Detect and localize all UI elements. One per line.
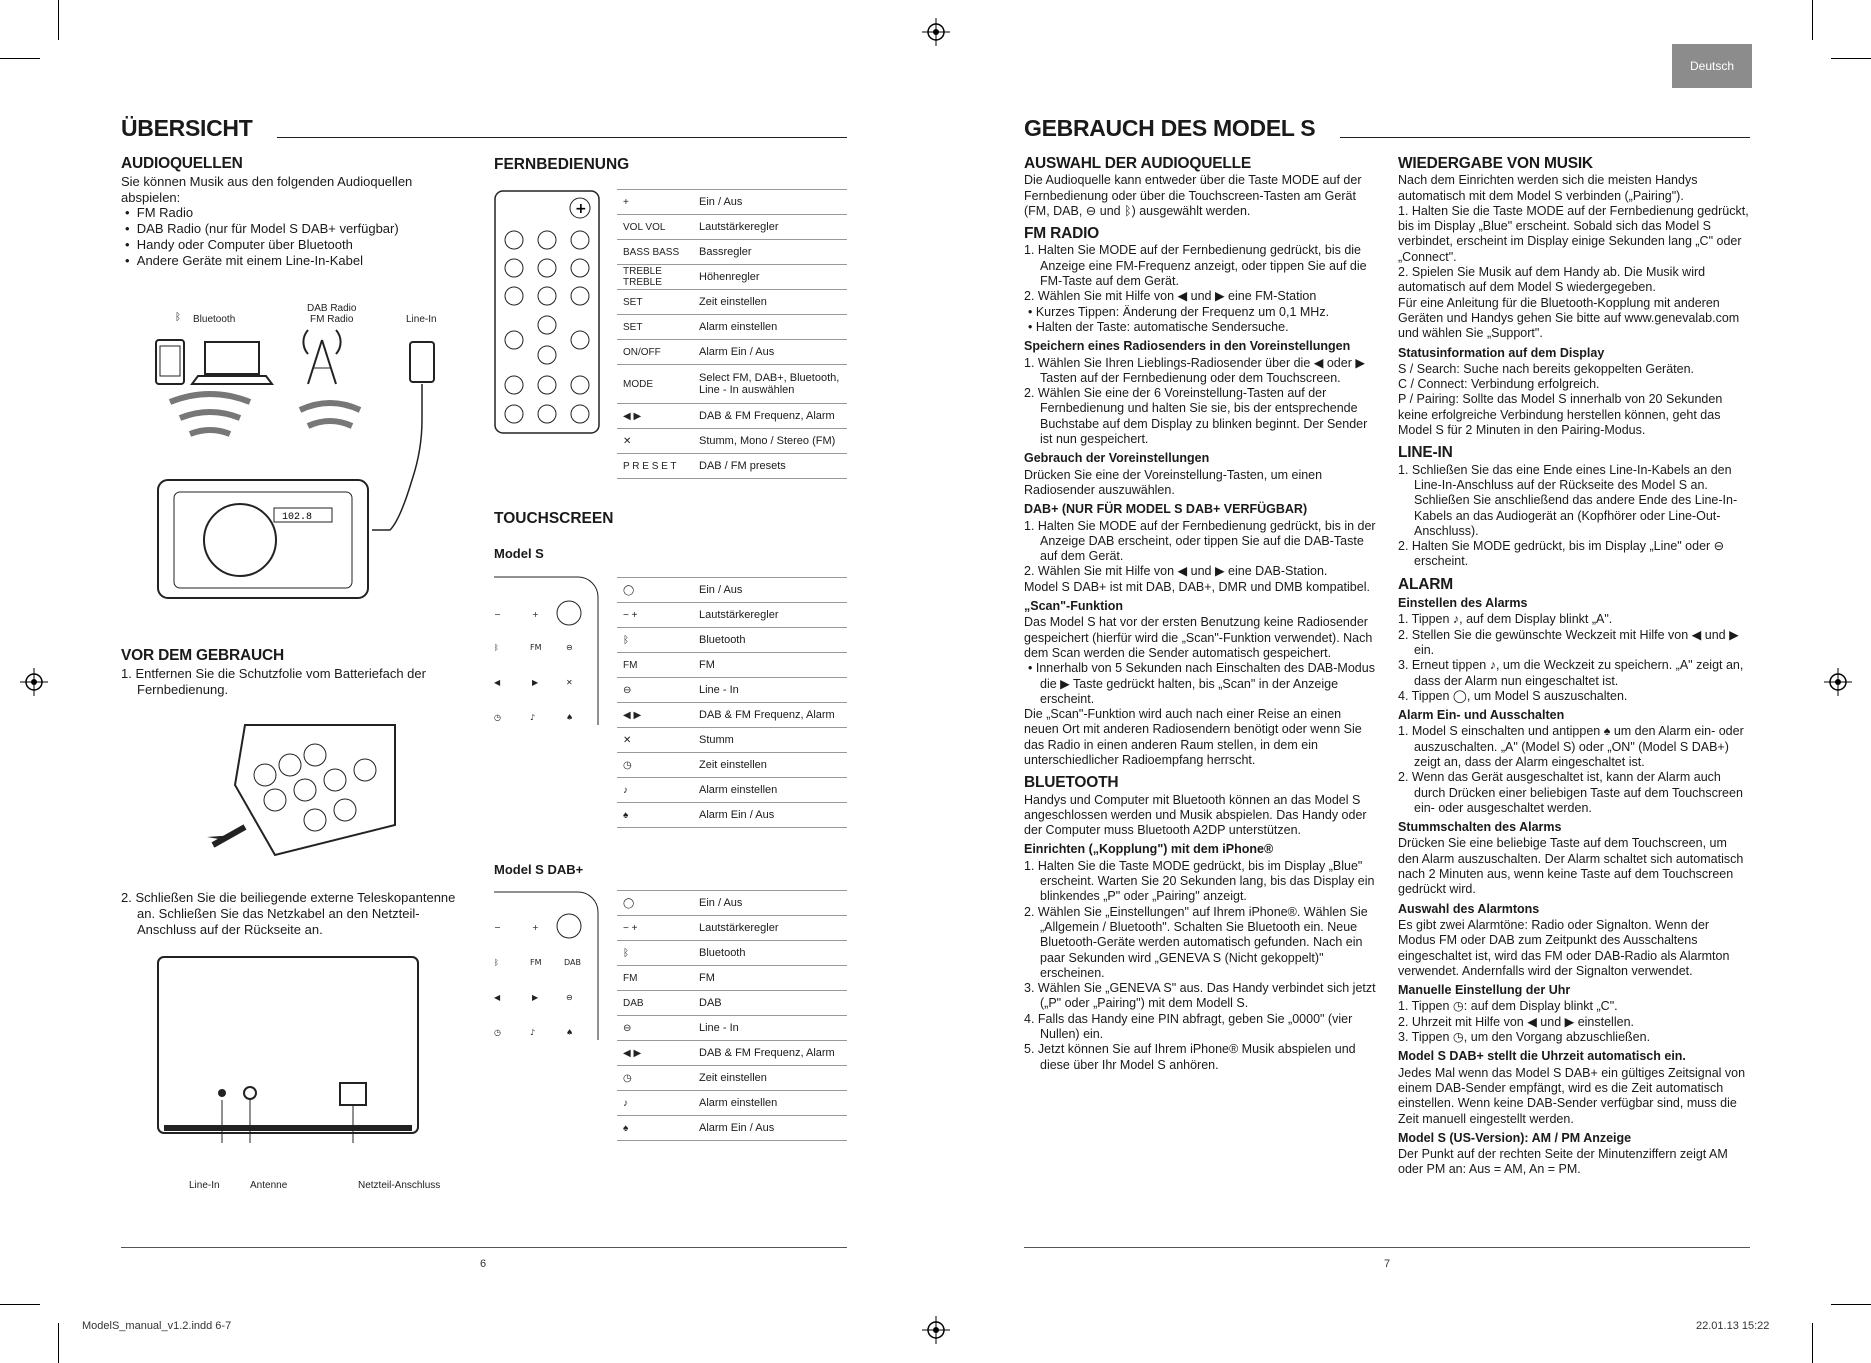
paragraph: 1. Schließen Sie das eine Ende eines Line-In-Kabels an den Line-In-Anschluss auf der Rückseite des Model S an. Schließen Sie anschließend das andere Ende des Line-In-Kabels an das Audiogerät an (Kopfhörer oder Line-Out-Anschluss). — [1398, 462, 1738, 538]
figure-label-linein: Line-In — [189, 1180, 220, 1191]
audio-intro: Sie können Musik aus den folgenden Audioquellen abspielen: — [121, 173, 413, 205]
table-row: − + Lautstärkeregler — [617, 915, 847, 940]
footer-timestamp: 22.01.13 15:22 — [1696, 1320, 1770, 1332]
paragraph: S / Search: Suche nach bereits gekoppelten Geräten. — [1398, 361, 1695, 376]
paragraph: Das Model S hat vor der ersten Benutzung keine Radiosender gespeichert (hierfür wird die „Scan"-Funktion verwendet). Nach dem Scan werden die Sender automatisch gespeichert. — [1024, 615, 1373, 660]
remote-illustration — [494, 190, 602, 435]
crop-mark — [58, 0, 59, 40]
table-row: MODE Select FM, DAB+, Bluetooth, Line - In auswählen — [617, 364, 847, 403]
title-rule — [277, 137, 847, 138]
paragraph: Es gibt zwei Alarmtöne: Radio oder Signalton. Wenn der Modus FM oder DAB zum Zeitpunkt des Ausschaltens eingeschaltet ist, wird das FM oder DAB-Radio als Alarmton verwendet. Andernfalls wird der Signalton verwendet. — [1398, 917, 1730, 978]
svg-text:▶: ▶ — [532, 678, 539, 687]
table-row: ᛒ Bluetooth — [617, 940, 847, 965]
subsection-heading: Speichern eines Radiosenders in den Voreinstellungen — [1024, 339, 1351, 354]
paragraph: • Innerhalb von 5 Sekunden nach Einschalten des DAB-Modus die ▶ Taste gedrückt halten, bis „Scan" in der Anzeige erscheint. — [1028, 661, 1375, 706]
section-heading: LINE-IN — [1398, 444, 1453, 462]
section-heading: ALARM — [1398, 575, 1453, 593]
radio-display-text: 102.8 — [282, 512, 313, 523]
paragraph: • Halten der Taste: automatische Sendersuche. — [1028, 319, 1289, 334]
before-use-section — [121, 648, 473, 697]
svg-text:ᛒ: ᛒ — [494, 643, 499, 652]
page-bottom-rule — [121, 1247, 847, 1248]
model-s-touchpanel-illustration — [494, 575, 604, 725]
table-row: ᛒ Bluetooth — [617, 627, 847, 652]
svg-text:+: + — [532, 610, 539, 619]
table-row: ON/OFF Alarm Ein / Aus — [617, 339, 847, 364]
back-panel-illustration — [150, 955, 430, 1145]
table-row: SET Alarm einstellen — [617, 314, 847, 339]
model-dab-touchpanel-illustration — [494, 890, 604, 1040]
paragraph: 2. Wenn das Gerät ausgeschaltet ist, kann der Alarm auch durch Drücken einer beliebigen Taste auf dem Touchscreen ein- oder ausgeschaltet werden. — [1398, 770, 1743, 815]
table-row: ◀ ▶ DAB & FM Frequenz, Alarm — [617, 403, 847, 428]
paragraph: 2. Wählen Sie mit Hilfe von ◀ und ▶ eine FM-Station — [1024, 289, 1317, 304]
paragraph: 2. Wählen Sie eine der 6 Voreinstellung-Tasten auf der Fernbedienung und halten Sie sie, bis der entsprechende Buchstabe auf dem Display zu blinken beginnt. Der Sender ist nun gespeichert. — [1024, 386, 1368, 447]
svg-text:DAB: DAB — [564, 958, 581, 967]
right-column-1 — [1024, 156, 1376, 1073]
paragraph: 1. Tippen ◷: auf dem Display blinkt „C". — [1398, 999, 1618, 1014]
table-row: ♪ Alarm einstellen — [617, 777, 847, 802]
svg-text:FM: FM — [530, 643, 542, 652]
audio-heading: AUDIOQUELLEN — [121, 155, 243, 172]
before-use-step2 — [121, 890, 473, 937]
paragraph: 3. Tippen ◷, um den Vorgang abzuschließen. — [1398, 1030, 1651, 1045]
subsection-heading: Statusinformation auf dem Display — [1398, 345, 1605, 360]
table-row: VOL VOL Lautstärkeregler — [617, 214, 847, 239]
paragraph: 1. Tippen ♪, auf dem Display blinkt „A". — [1398, 612, 1613, 627]
page-title-right: GEBRAUCH DES MODEL S — [1024, 115, 1316, 141]
subsection-heading: Model S DAB+ stellt die Uhrzeit automatisch ein. — [1398, 1049, 1686, 1064]
svg-text:♠: ♠ — [566, 713, 574, 722]
crop-mark — [1812, 0, 1813, 40]
paragraph: C / Connect: Verbindung erfolgreich. — [1398, 377, 1600, 392]
svg-text:◷: ◷ — [494, 1028, 501, 1037]
before-step-1: 1. Entfernen Sie die Schutzfolie vom Batteriefach der Fernbedienung. — [121, 665, 426, 697]
paragraph: Nach dem Einrichten werden sich die meisten Handys automatisch mit dem Model S verbinden („Pairing"). — [1398, 173, 1698, 203]
table-row: ◯ Ein / Aus — [617, 890, 847, 915]
paragraph: P / Pairing: Sollte das Model S innerhalb von 20 Sekunden keine erfolgreiche Verbindung herstellen können, geht das Model S für 2 Minuten in den Pairing-Modus. — [1398, 392, 1723, 438]
paragraph: 3. Erneut tippen ♪, um die Weckzeit zu speichern. „A" zeigt an, dass der Alarm nun eingeschaltet ist. — [1398, 658, 1744, 688]
page-bottom-rule — [1024, 1247, 1750, 1248]
table-row: ◯ Ein / Aus — [617, 577, 847, 602]
table-row: TREBLE TREBLE Höhenregler — [617, 264, 847, 289]
crop-mark — [1812, 1323, 1813, 1363]
paragraph: 1. Halten Sie die Taste MODE auf der Fernbedienung gedrückt, bis im Display „Blue" erscheint. Sobald sich das Model S verbindet, erscheint im Display einige Sekunden lang „C" oder „Connect". — [1398, 203, 1749, 264]
audio-sources-illustration — [150, 300, 470, 610]
audio-item: • Handy oder Computer über Bluetooth — [125, 236, 353, 252]
paragraph: Der Punkt auf der rechten Seite der Minutenziffern zeigt AM oder PM an: Aus = AM, An = PM. — [1398, 1147, 1728, 1177]
table-row: ✕ Stumm, Mono / Stereo (FM) — [617, 428, 847, 453]
figure-label-dab: DAB Radio FM Radio — [307, 303, 357, 325]
table-row: P R E S E T DAB / FM presets — [617, 453, 847, 479]
paragraph: Model S DAB+ ist mit DAB, DAB+, DMR und DMB kompatibel. — [1024, 579, 1370, 594]
registration-mark-icon — [922, 1316, 950, 1344]
paragraph: 2. Uhrzeit mit Hilfe von ◀ und ▶ einstellen. — [1398, 1014, 1634, 1029]
paragraph: 2. Spielen Sie Musik auf dem Handy ab. Die Musik wird automatisch auf dem Model S wiedergegeben. — [1398, 265, 1706, 295]
touchscreen-heading: TOUCHSCREEN — [494, 510, 614, 527]
model-s-heading: Model S — [494, 546, 544, 561]
crop-mark — [0, 1304, 40, 1305]
bluetooth-icon: ᛒ — [175, 312, 181, 323]
table-row: − + Lautstärkeregler — [617, 602, 847, 627]
language-tab: Deutsch — [1672, 44, 1752, 88]
subsection-heading: „Scan"-Funktion — [1024, 599, 1123, 614]
subsection-heading: Manuelle Einstellung der Uhr — [1398, 983, 1571, 998]
paragraph: 1. Model S einschalten und antippen ♠ um den Alarm ein- oder auszuschalten. „A" (Model S) oder „ON" (Model S DAB+) zeigt an, dass der Alarm eingeschaltet ist. — [1398, 724, 1744, 769]
remote-table — [617, 189, 847, 479]
paragraph: • Kurzes Tippen: Änderung der Frequenz um 0,1 MHz. — [1028, 304, 1330, 319]
audio-sources-section — [121, 156, 473, 269]
subsection-heading: Gebrauch der Voreinstellungen — [1024, 451, 1210, 466]
paragraph: 5. Jetzt können Sie auf Ihrem iPhone® Musik abspielen und diese über Ihr Model S anhören. — [1024, 1042, 1356, 1072]
svg-text:◀: ◀ — [494, 678, 501, 687]
subsection-heading: Alarm Ein- und Ausschalten — [1398, 708, 1565, 723]
subsection-heading: DAB+ (NUR FÜR MODEL S DAB+ VERFÜGBAR) — [1024, 502, 1308, 517]
table-row: DAB DAB — [617, 990, 847, 1015]
table-row: ◷ Zeit einstellen — [617, 752, 847, 777]
paragraph: Die „Scan"-Funktion wird auch nach einer Reise an einen neuen Ort mit anderen Radiosendern benötigt oder wenn Sie das Radio in einen anderen Raum stellen, in dem ein unterschiedlicher Radioempfang herrscht. — [1024, 707, 1362, 767]
crop-mark — [1831, 1304, 1871, 1305]
svg-text:♠: ♠ — [566, 1028, 574, 1037]
model-dab-heading: Model S DAB+ — [494, 862, 584, 877]
remote-battery-illustration — [205, 715, 405, 860]
audio-item: • DAB Radio (nur für Model S DAB+ verfügbar) — [125, 221, 399, 237]
svg-text:ᛒ: ᛒ — [494, 958, 499, 967]
svg-text:◀: ◀ — [494, 993, 501, 1002]
svg-text:▶: ▶ — [532, 993, 539, 1002]
svg-text:♪: ♪ — [530, 713, 536, 722]
before-step-2: 2. Schließen Sie die beiliegende externe Teleskopantenne an. Schließen Sie das Netzkabel an den Netzteil-Anschluss auf der Rückseite an. — [121, 890, 456, 937]
crop-mark — [58, 1323, 59, 1363]
paragraph: 4. Falls das Handy eine PIN abfragt, geben Sie „0000" (vier Nullen) ein. — [1024, 1011, 1353, 1042]
subsection-heading: Auswahl des Alarmtons — [1398, 901, 1540, 916]
figure-label-bluetooth: Bluetooth — [193, 314, 236, 325]
page-number-right: 7 — [1384, 1258, 1391, 1270]
subsection-heading: Einstellen des Alarms — [1398, 596, 1528, 611]
right-column-2 — [1398, 156, 1750, 1178]
table-row: BASS BASS Bassregler — [617, 239, 847, 264]
svg-text:+: + — [575, 201, 587, 217]
table-row: ♠ Alarm Ein / Aus — [617, 1115, 847, 1141]
svg-text:−: − — [494, 923, 501, 932]
paragraph: Jedes Mal wenn das Model S DAB+ ein gültiges Zeitsignal von einem DAB-Sender empfängt, wird es die Zeit automatisch einstellen. Wenn keine DAB-Sender verfügbar sind, muss die Zeit manuell eingestellt werden. — [1398, 1065, 1746, 1126]
section-heading: AUSWAHL DER AUDIOQUELLE — [1024, 155, 1252, 172]
crop-mark — [1831, 58, 1871, 59]
crop-mark — [0, 58, 40, 59]
svg-text:−: − — [494, 610, 501, 619]
table-row: FM FM — [617, 652, 847, 677]
figure-label-netzteil: Netzteil-Anschluss — [358, 1180, 441, 1191]
model-dab-table — [617, 890, 847, 1141]
table-row: SET Zeit einstellen — [617, 289, 847, 314]
section-heading: BLUETOOTH — [1024, 774, 1119, 792]
paragraph: 1. Halten Sie die Taste MODE gedrückt, bis im Display „Blue" erscheint. Warten Sie 20 Sekunden lang, bis das Display ein blinkendes „P" oder „Pairing" anzeigt. — [1024, 858, 1375, 904]
footer-filename: ModelS_manual_v1.2.indd 6-7 — [82, 1320, 232, 1332]
paragraph: 1. Halten Sie MODE auf der Fernbedienung gedrückt, bis die Anzeige eine FM-Frequenz anzeigt, oder tippen Sie auf die FM-Taste auf dem Gerät. — [1024, 243, 1367, 289]
table-row: ◀ ▶ DAB & FM Frequenz, Alarm — [617, 702, 847, 727]
paragraph: Die Audioquelle kann entweder über die Taste MODE auf der Fernbedienung oder über die Touchscreen-Tasten am Gerät (FM, DAB, ⊖ und ᛒ) ausgewählt werden. — [1024, 173, 1362, 218]
paragraph: Handys und Computer mit Bluetooth können an das Model S angeschlossen werden und Musik abspielen. Das Handy oder der Computer muss Bluetooth A2DP unterstützen. — [1024, 792, 1367, 838]
svg-text:✕: ✕ — [566, 678, 573, 687]
paragraph: 2. Stellen Sie die gewünschte Weckzeit mit Hilfe von ◀ und ▶ ein. — [1398, 627, 1739, 657]
svg-text:⊖: ⊖ — [566, 643, 573, 652]
paragraph: 3. Wählen Sie „GENEVA S" aus. Das Handy verbindet sich jetzt („P" oder „Pairing") mit dem Modell S. — [1024, 981, 1376, 1011]
registration-mark-icon — [1824, 668, 1852, 696]
table-row: ⊖ Line - In — [617, 1015, 847, 1040]
table-row: ♠ Alarm Ein / Aus — [617, 802, 847, 828]
remote-heading: FERNBEDIENUNG — [494, 156, 630, 173]
paragraph: 2. Wählen Sie „Einstellungen" auf Ihrem iPhone®. Wählen Sie „Allgemein / Bluetooth". Schalten Sie Bluetooth ein. Neue Bluetooth-Geräte werden automatisch gefunden. Nach ein paar Sekunden wird „GENEVA S (Nicht gekoppelt)" erscheinen. — [1024, 904, 1368, 980]
table-row: ⊖ Line - In — [617, 677, 847, 702]
page-title-left: ÜBERSICHT — [121, 115, 253, 141]
svg-text:◷: ◷ — [494, 713, 501, 722]
registration-mark-icon — [20, 668, 48, 696]
paragraph: 2. Halten Sie MODE gedrückt, bis im Display „Line" oder ⊖ erscheint. — [1398, 539, 1725, 569]
before-heading: VOR DEM GEBRAUCH — [121, 647, 285, 664]
svg-text:⊖: ⊖ — [566, 993, 573, 1002]
table-row: FM FM — [617, 965, 847, 990]
table-row: ♪ Alarm einstellen — [617, 1090, 847, 1115]
paragraph: 1. Wählen Sie Ihren Lieblings-Radiosender über die ◀ oder ▶ Tasten auf der Fernbedienung oder dem Touchscreen. — [1024, 355, 1365, 385]
svg-text:FM: FM — [530, 958, 542, 967]
title-rule — [1340, 137, 1750, 138]
audio-item: • Andere Geräte mit einem Line-In-Kabel — [125, 252, 363, 268]
table-row: + Ein / Aus — [617, 189, 847, 214]
subsection-heading: Model S (US-Version): AM / PM Anzeige — [1398, 1130, 1632, 1145]
section-heading: FM RADIO — [1024, 225, 1100, 243]
paragraph: Drücken Sie eine der Voreinstellung-Tasten, um einen Radiosender auszuwählen. — [1024, 467, 1323, 497]
page-number-left: 6 — [480, 1258, 487, 1270]
paragraph: 1. Halten Sie MODE auf der Fernbedienung gedrückt, bis in der Anzeige DAB erscheint, oder tippen Sie auf die DAB-Taste auf dem Gerät. — [1024, 518, 1376, 564]
registration-mark-icon — [922, 18, 950, 46]
svg-text:+: + — [532, 923, 539, 932]
figure-label-linein: Line-In — [406, 314, 437, 325]
subsection-heading: Stummschalten des Alarms — [1398, 820, 1562, 835]
table-row: ✕ Stumm — [617, 727, 847, 752]
table-row: ◀ ▶ DAB & FM Frequenz, Alarm — [617, 1040, 847, 1065]
subsection-heading: Einrichten („Kopplung") mit dem iPhone® — [1024, 842, 1274, 857]
model-s-table — [617, 577, 847, 828]
audio-item: • FM Radio — [125, 205, 194, 221]
table-row: ◷ Zeit einstellen — [617, 1065, 847, 1090]
paragraph: Drücken Sie eine beliebige Taste auf dem Touchscreen, um den Alarm auszuschalten. Der Alarm schaltet sich automatisch nach 2 Minuten aus, wenn keine Taste auf dem Touchscreen gedrückt wird. — [1398, 836, 1744, 897]
paragraph: Für eine Anleitung für die Bluetooth-Kopplung mit anderen Geräten und Handys gehen Sie bitte auf www.genevalab.com und wählen Sie „Support". — [1398, 295, 1740, 341]
paragraph: 2. Wählen Sie mit Hilfe von ◀ und ▶ eine DAB-Station. — [1024, 564, 1328, 579]
section-heading: WIEDERGABE VON MUSIK — [1398, 155, 1593, 172]
figure-label-antenne: Antenne — [250, 1180, 288, 1191]
svg-text:♪: ♪ — [530, 1028, 536, 1037]
paragraph: 4. Tippen ◯, um Model S auszuschalten. — [1398, 688, 1628, 703]
